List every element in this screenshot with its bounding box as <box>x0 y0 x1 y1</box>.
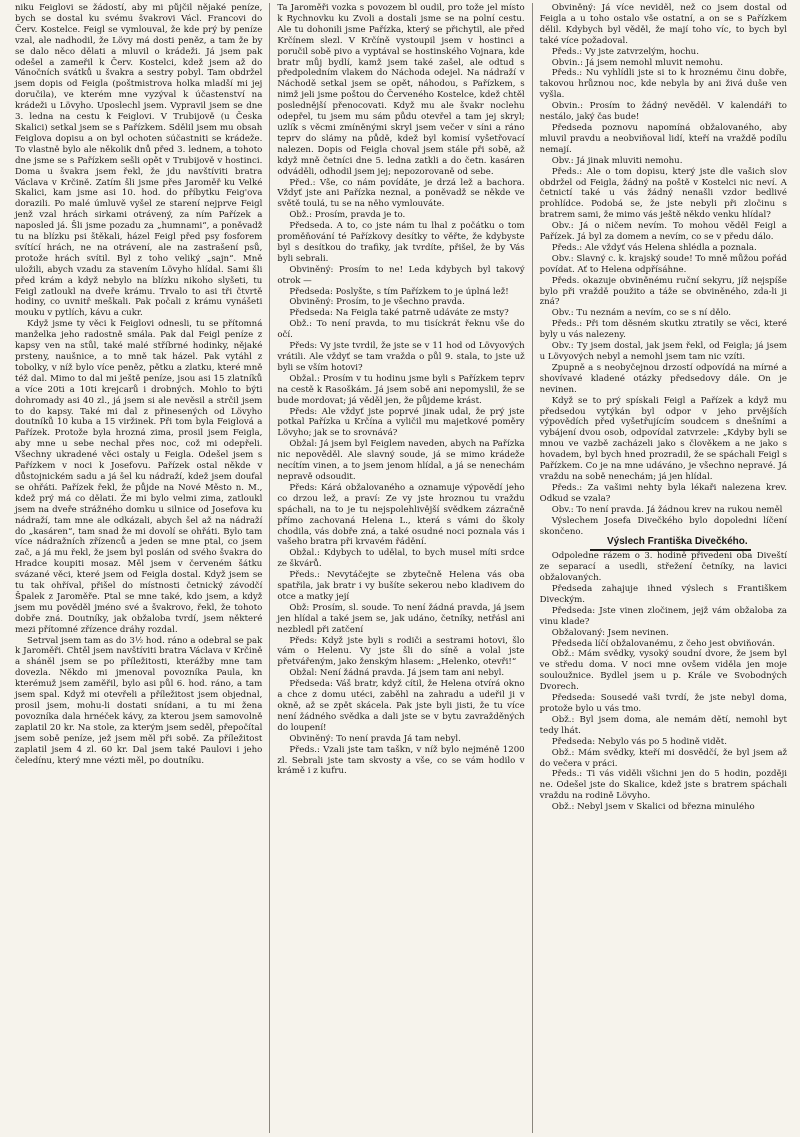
article-paragraph: Předs: Vy jste tvrdil, že jste se v 11 hod od Lövyových vrátili. Ale vždyť se tam vražda o půl 9. stala, to jste už byli se vším hotovi? <box>277 341 525 373</box>
article-paragraph: Předs: Když jste byli s rodiči a sestrami hotovi, šlo vám o Helenu. Vy jste šli do síně a volal jste přetvářeným, jako ženským hlasem: „Helenko, otevři!“ <box>277 635 525 668</box>
article-paragraph: Obviněný: Prosím, to je všechno pravda. <box>289 297 465 308</box>
article-paragraph: Předseda. A to, co jste nám tu lhal z počátku o tom proměňování té Pařízkovy desítky to věřte, že kdybyste byl s desítkou do trafiky, jak tvrdíte, přišel, že by Vás byli sebrali. <box>277 221 525 264</box>
article-paragraph: Ta Jaroměři vozka s povozem bl oudil, pro tože jel místo k Rychnovku ku Zvoli a dostali jsme se na polní cestu. Ale tu dohonili jsme Pařízka, který se přichytil, ale před Krčínem slezl. V Krčíně vystoupil jsem v hostinci a poručil sobě pivo a vyptával se hostinského Vojnara, kde bratr můj bydlí, kamž jsem také zašel, ale odtud s předpoledním vlakem do Náchoda odejel. Na nádraží v Náchodě setkal jsem se opět, náhodou, s Pařízkem, s nimž jeli jsme poštou do Červeného Kostelce, kdež chtěl poslednější přenocovati. Když mu ale švakr noclehu odepřel, tu jsem mu sám půdu otevřel a tam jej skryl; uzlík s věcmi zmíněnými skryl jsem večer v síni a ráno teprv do slámy na půdě, kdež byl komisí vyšetřovací nalezen. Dopis od Feigla choval jsem stále při sobě, až když mně četníci dne 5. ledna zatkli a do četn. kasáren odváděli, odhodil jsem jej; nepozorovaně od sebe. <box>277 3 525 177</box>
article-paragraph: Předs.: Za vašimi nehty byla lékaři nalezena krev. Odkud se vzala? <box>539 482 787 504</box>
article-paragraph: Předs.: Ale vždyť vás Helena shlédla a poznala. <box>551 242 757 253</box>
article-paragraph: Předs.: Ale o tom dopisu, který jste dle vašich slov obdržel od Feigla, žádný na poště v Kostelci nic neví. A četnictí také u vás žádný nenašli vzdor bedlivé prohlídce. Podobá se, že jste nebyli při zločinu s bratrem sami, že mimo vás ještě někdo venku hlídal? <box>539 166 787 221</box>
article-paragraph: Obž.: Nebyl jsem v Skalici od března minulého <box>551 802 755 813</box>
article-paragraph: Obž: Prosím, sl. soude. To není žádná pravda, já jsem jen hlídal a také jsem se, jak udáno, četníky, netřásl ani nezbledl při zatčení <box>277 602 525 635</box>
article-paragraph: Setrval jsem tam as do 3½ hod. ráno a odebral se pak k Jaroměři. Chtěl jsem navštíviti bratra Václava v Krčině a sháněl jsem se po příležitosti, kterážby mne tam dovezla. Někdo mi jmenoval povozníka Paula, kn kterémuž jsem zaměřil, bylo asi půl 6. hod. ráno, a tam jsem spal. Když mi otevřeli a příležitost jsem objednal, prosil jsem, mohu-li dostati snídani, a tu mi žena povozníka dala hrnéček kávy, za kterou jsem samovolně zaplatil 20 kr. Na stole, za kterým jsem seděl, přepočítal jsem sobě peníze, jež jsem měl při sobě. Za příležitost zaplatil jsem 4 zl. 60 kr. Dal jsem také Paulovi i jeho čeledínu, který mne vézti měl, po doutníku. <box>15 635 263 766</box>
article-paragraph: Odpoledne rázem o 3. hodině přivedeni oba Diveští ze separací a usedli, střežení četníky, na lavici obžalovaných. <box>539 551 787 584</box>
article-paragraph: Předs: Kárá obžalovaného a oznamuje výpovědí jeho co drzou lež, a praví: Ze vy jste hroznou tu vraždu spáchali, na to je tu nejspolehlivější svědkem zázračně přímo zachovaná Helena L., která s vámi do školy chodila, vás dobře zná, a také osudné noci poznala vás i vašeho bratra při krvavém řádění. <box>277 482 525 548</box>
article-paragraph: Obv.: To není pravda. Já žádnou krev na rukou neměl <box>551 504 783 515</box>
article-paragraph: Obvin.: Já jsem nemohl mluvit nemohu. <box>551 57 723 68</box>
article-paragraph: Předs.: Při tom děsném skutku ztratily se věci, které byly u vás nalezeny. <box>539 319 787 341</box>
article-paragraph: niku Feiglovi se žádostí, aby mi půjčil nějaké peníze, bych se dostal ku svému švakrovi Václ. Francovi do Červ. Kostelce. Feigl se vymlouval, že kde prý by peníze vzal, ale nadhodil, že Lövy má dosti peněz, a tam že by se dalo něco dělati a mluvil o krádeži. Já jsem pak odešel a zameřil k Červ. Kostelci, kdež jsem až do Vánočních svátků u švakra a sestry pobyl. Tam obdržel jsem dopis od Feigla (poštmistrova holka mladší mi jej doručila), ve kterém mne vyzýval k účastenství na krádeži u Lövyho. Uposlechl jsem. Vypravil jsem se dne 3. ledna na cestu k Feiglovi. V Trubijově (u Česka Skalici) setkal jsem se s Pařízkem. Sdělil jsem mu obsah Feiglova dopisu a on byl ochoten súčastniti se krádeže. To vlastně bylo ale několik dnů před 3. lednem, a tohoto dne jsme se s Pařízkem sešli opět v Trubijově v hostinci. Doma u švakra jsem řekl, že jdu navštíviti bratra Václava v Krčině. Zatím šli jsme přes Jaroměř ku Velké Skalici, kam jsme asi 10. hod. do příbytku Feig'ova dorazili. Po malé úmluvě vyšel ze starení nejprve Feigl jenž vzal hrách sirkami otrávený, za ním Pařízek a naposled já. Šli jsme pozadu za „humnami“, a poněvadž tu na blízku psi štěkali, házel Feigl před psy fosforem svítící hrách, ne na otrávení, ale na zastrašení psů, protože hrách svítil. Byl z toho veliký „sajn“. Mně uložili, abych vzadu za stavením Lövyho hlídal. Sami šli před krám a když nebylo na blízku nikoho slyšeti, tu Feigl zatloukl na dveře krámu. Trvalo to asi tři čtvrtě hodiny, co uvnitř meškali. Pak počali z krámu vynášeti mouku v pytlích, kávu a cukr. <box>15 3 263 319</box>
article-paragraph: Předs. okazuje obviněnému ruční sekyru, jíž nejspíše bylo při vraždě použito a táže se obviněného, zda-li ji zná? <box>539 275 787 308</box>
article-paragraph: Předseda: Na Feigla také patrně udáváte ze msty? <box>289 308 509 319</box>
article-paragraph: Zpupně a s neobyčejnou drzostí odpovídá na mírné a shovívavé kladené otázky předsedovy dále. On je nevinen. <box>539 362 787 395</box>
article-paragraph: Předseda: Nebylo vás po 5 hodině vidět. <box>551 736 727 747</box>
article-paragraph: Obžal.: Kdybych to udělal, to bych musel míti srdce ze škvárů. <box>277 548 525 570</box>
article-paragraph: Obžal.: Prosím v tu hodinu jsme byli s Pařízkem teprv na cestě k Rasoškám. Já jsem sobě ani nepomyslil, že se bude mordovat; já věděl jen, že půjdeme krást. <box>277 373 525 406</box>
article-paragraph: Předseda zahajuje ihned výslech s Františkem Diveckým. <box>539 584 787 605</box>
article-paragraph: Předseda líčí obžalovanému, z čeho jest obviňován. <box>551 638 775 649</box>
article-paragraph: Předs.: Nu vyhlídli jste si to k hroznému činu dobře, takovou hrůznou noc, kde nebyla by ani živá duše ven vyšla. <box>539 68 787 101</box>
article-paragraph: Obviněný: Prosím to ne! Leda kdybych byl takový otrok — <box>277 264 525 286</box>
column-middle <box>269 3 531 1133</box>
article-paragraph: Výslechem Josefa Divečkého bylo dopoledni líčení skončeno. <box>539 515 787 537</box>
article-paragraph: Obžal: Já jsem byl Feiglem naveden, abych na Pařízka nic nepověděl. Ale slavný soude, já se mimo krádeže necítím vinen, a to jsem jenom hlídal, a já se nenechám nepravě odsoudit. <box>277 439 525 482</box>
article-paragraph: Obv.: Slavný c. k. krajský soude! To mně můžou pořád povídat. Ať to Helena odpřísáhne. <box>539 253 787 275</box>
article-paragraph: Obv.: Tu neznám a nevím, co se s ní dělo. <box>551 308 731 319</box>
article-paragraph: Před.: Vše, co nám povídáte, je drzá lež a bachora. Vždyť jste ani Pařízka neznal, a poněvadž se někde ve světě toulá, tu se na něho vymlouváte. <box>277 177 525 210</box>
article-paragraph: Předseda: Sousedé vaši tvrdí, že jste nebyl doma, protože bylo u vás tmo. <box>539 693 787 714</box>
article-paragraph: Předs.: Vzali jste tam taškn, v níž bylo nejméně 1200 zl. Sebrali jste tam skvosty a vše, co se vám hodilo v krámě i z kufru. <box>277 744 525 777</box>
article-paragraph: Obž.: Mám svědky, vysoký soudní dvore, že jsem byl ve středu doma. V noci mne ovšem viděla jen moje souloužnice. Bydlel jsem u p. Krále ve Svobodných Dvorech. <box>539 649 787 693</box>
article-paragraph: Když se to prý spískali Feigl a Pařízek a když mu předsedou vytýkán byl odpor v jeho prvějších výpovědích před vyšetřujícím soudcem s dnešními a vybájení dvou osob, odpovídal zatvrzele: „Kdyby byli se mnou ve vazbě zacházeli jako s člověkem a ne jako s hovadem, byl bych hned prozradil, že se spáchali Feigl s Pařízkem. Co je na mne udáváno, je všechno nepravé. Já vraždu na sobě nenechám; já jen hlídal. <box>539 395 787 482</box>
article-paragraph: Obviněný: Já více neviděl, než co jsem dostal od Feigla a u toho ostalo vše ostatní, a on se s Pařízkem dělil. Kdybych byl věděl, že mají toho víc, to bych byl také více požadoval. <box>539 3 787 46</box>
article-paragraph: Obv.: Já jinak mluviti nemohu. <box>551 155 683 166</box>
article-paragraph: Předseda: Poslyšte, s tím Pařízkem to je úplná lež! <box>289 286 509 297</box>
article-paragraph: Předs.: Ti vás viděli všichni jen do 5 hodin, později ne. Odešel jste do Skalice, kdež jste s bratrem spáchali vraždu na rodině Lövyho. <box>539 769 787 802</box>
section-heading <box>540 537 787 551</box>
article-paragraph: Předs.: Vy jste zatvrzelým, hochu. <box>551 46 699 57</box>
article-paragraph: Obv.: Ty jsem dostal, jak jsem řekl, od Feigla; já jsem u Lövyových nebyl a nemohl jsem tam nic vzíti. <box>539 341 787 362</box>
article-paragraph: Když jsme ty věci k Feiglovi odnesli, tu se přítomná manželka jeho radostně smála. Pak dal Feigl peníze z kapsy ven na stůl, také malé stříbrné hodinky, nějaké prsteny, naušnice, a to mně tak házel. Pak vytáhl z tobolky, v níž bylo více peněz, pětku a zlatku, které mně též dal. Mimo to dal mi ještě peníze, jsou asi 15 zlatníků a více 20ti a 10ti krejcarů i drobných. Mohlo to býti dohromady asi 40 zl., já jsem si ale nevěsil a strčil jsem to do kapsy. Také mi dal z přinesených od Lövyho doutníků 10 kuba a 15 viržinek. Při tom byla Feiglová a Pařízek. Protože byla hrozná zima, prosil jsem Feigla, aby mne u sebe nechal přes noc, což mi odepřeli. Všechny ukradené věci ostaly u Feigla. Odešel jsem s Pařízkem v noci k Josefovu. Pařízek ostal někde v důstojnickém sadu a já šel ku nádraží, kdež jsem doufal se ohřáti. Pařízek řekl, že půjde na Nové Město n. M., kdež prý má co dělati. Že mi bylo velmi zima, zatloukl jsem na dveře strážného domku u silnice od Josefova ku nádraží, tam mne ale odkázali, abych šel až na nádraží do „kasáren“, tam snad že mi dovolí se ohřáti. Bylo tam více nádražních zřízenců a jeden se mne ptal, co jsem zač, a já mu řekl, že jsem byl poslán od svého švakra do Hradce koupiti mosaz. Měl jsem v červeném šátku svázané věci, které jsem od Feigla dostal. Když jsem se tu tak ohříval, přišel do místnosti četnický závodčí Špalek z Jaroměře. Ptal se mne také, kdo jsem, a když jsem mu pověděl jméno své a švakrovo, řekl, že tohoto dobře zná. Doutníky, jak obžaloba tvrdí, jsem některé mezi přítomné zřízence dráhy rozdal. <box>15 319 263 635</box>
article-paragraph: Obž.: Mám svědky, kteří mi dosvědčí, že byl jsem až do večera v práci. <box>539 747 787 769</box>
article-paragraph: Předs.: Nevytáčejte se zbytečně Helena vás oba spatřila, jak bratr i vy bušíte sekerou nebo kladivem do otce a matky její <box>277 570 525 602</box>
article-paragraph: Předs: Ale vždyť jste poprvé jinak udal, že prý jste potkal Pařízka u Krčína a vyličil mu majetkové poměry Lövyho; jak se to srovnává? <box>277 406 525 439</box>
section-heading-text: Výslech Františka Divečkého. <box>590 537 751 551</box>
article-paragraph: Obž.: Prosím, pravda je to. <box>289 210 406 221</box>
article-paragraph: Obviněný: To není pravda Já tam nebyl. <box>289 733 461 744</box>
article-paragraph: Obžalovaný: Jsem nevinen. <box>551 627 669 638</box>
article-paragraph: Obž.: Byl jsem doma, ale nemám dětí, nemohl byt tedy lhát. <box>539 714 787 736</box>
article-paragraph: Předseda: Jste vinen zločinem, jejž vám obžaloba za vinu klade? <box>539 605 787 627</box>
column-left <box>8 3 269 1133</box>
article-paragraph: Obv.: Já o ničem nevím. To mohou věděl Feigl a Pařízek. Já byl za domem a nevím, co se v předu dálo. <box>539 221 787 243</box>
article-paragraph: Obvin.: Prosím to žádný nevěděl. V kalendáři to nestálo, jaký čas bude! <box>539 101 787 123</box>
column-right <box>532 3 794 1133</box>
article-paragraph: Předseda: Váš bratr, když cítil, že Helena otvírá okno a chce z domu utéci, zaběhl na zahradu a udeřil ji v okně, až se zpět skácela. Pak jste byli jisti, že tu více není žádného svědka a dali jste se v bytu zavražděných do loupení! <box>277 679 525 733</box>
article-paragraph: Předseda poznovu napomíná obžalovaného, aby mluvil pravdu a neobviňoval lidí, kteří na vraždě podílu nemají. <box>539 122 787 155</box>
article-paragraph: Obž.: To není pravda, to mu tisíckrát řeknu vše do očí. <box>277 319 525 341</box>
article-paragraph: Obžal: Není žádná pravda. Já jsem tam ani nebyl. <box>289 668 505 679</box>
